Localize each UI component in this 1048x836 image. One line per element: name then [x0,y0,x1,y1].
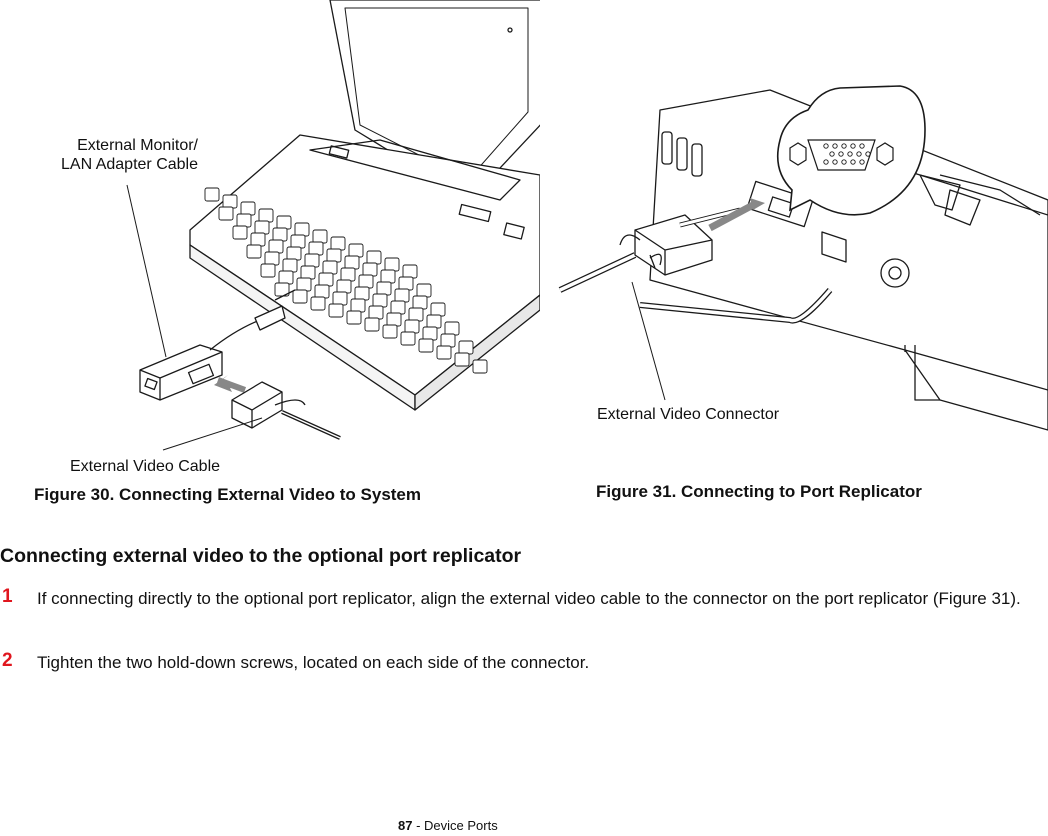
keyboard-key [319,273,333,286]
keyboard-key [391,301,405,314]
keyboard-key [427,315,441,328]
keyboard-key [293,290,307,303]
keyboard-key [313,230,327,243]
callout-monitor-cable-line1: External Monitor/ [77,137,198,154]
keyboard-key [387,313,401,326]
figure-31-caption: Figure 31. Connecting to Port Replicator [596,482,922,501]
keyboard-key [283,259,297,272]
keyboard-key [441,334,455,347]
keyboard-key [261,264,275,277]
keyboard-key [413,296,427,309]
figure-30-caption: Figure 30. Connecting External Video to System [34,485,421,504]
keyboard-key [431,303,445,316]
keyboard-key [377,282,391,295]
callout-monitor-cable [36,136,198,174]
keyboard-key [287,247,301,260]
keyboard-key [399,277,413,290]
keyboard-key [359,275,373,288]
keyboard-key [305,254,319,267]
keyboard-key [327,249,341,262]
section-heading: Connecting external video to the optional port replicator [0,545,522,567]
leader-line-video-cable [163,418,262,450]
figure-31-illustration [540,0,1048,470]
keyboard-key [373,294,387,307]
page-footer [398,818,498,833]
step-item [0,650,1048,680]
keyboard-key [367,251,381,264]
keyboard-key [247,245,261,258]
keyboard-key [237,214,251,227]
keyboard-key [363,263,377,276]
keyboard-key [329,304,343,317]
keyboard-key [255,221,269,234]
leader-line-video-connector [632,282,665,400]
keyboard-key [251,233,265,246]
keyboard-key [295,223,309,236]
keyboard-key [279,271,293,284]
keyboard-key [311,297,325,310]
keyboard-key [409,308,423,321]
step-text: If connecting directly to the optional port replicator, align the external video cable to the connector on the port replicator (Figure 31). [37,589,1021,608]
keyboard-key [369,306,383,319]
callout-monitor-cable-line2: LAN Adapter Cable [61,156,198,173]
leader-line-monitor-cable [127,185,166,357]
keyboard-key [459,341,473,354]
keyboard-key [437,346,451,359]
keyboard-key [233,226,247,239]
keyboard-key [349,244,363,257]
keyboard-key [445,322,459,335]
keyboard-key [301,266,315,279]
keyboard-key [345,256,359,269]
keyboard-key [455,353,469,366]
keyboard-key [259,209,273,222]
keyboard-key [395,289,409,302]
keyboard-key [277,216,291,229]
keyboard-key [347,311,361,324]
keyboard-key [351,299,365,312]
keyboard-key [291,235,305,248]
step-text: Tighten the two hold-down screws, located on each side of the connector. [37,653,590,672]
callout-video-cable: External Video Cable [70,458,221,475]
keyboard-key [337,280,351,293]
keyboard-key [331,237,345,250]
callout-video-connector: External Video Connector [597,406,780,423]
keyboard-key [341,268,355,281]
step-item [0,586,1048,638]
step-number: 1 [2,586,13,607]
keyboard-key [205,188,219,201]
keyboard-key [403,265,417,278]
keyboard-key [419,339,433,352]
keyboard-key [241,202,255,215]
keyboard-key [405,320,419,333]
keyboard-key [273,228,287,241]
keyboard-key [297,278,311,291]
keyboard-key [473,360,487,373]
keyboard-key [315,285,329,298]
footer-section-name: Device Ports [424,818,498,833]
keyboard-key [365,318,379,331]
keyboard-key [385,258,399,271]
keyboard-key [401,332,415,345]
footer-separator: - [412,818,425,833]
page-number: 87 [398,818,413,833]
keyboard-key [265,252,279,265]
keyboard-key [223,195,237,208]
keyboard-key [417,284,431,297]
step-number: 2 [2,650,13,671]
figure-30-illustration [0,0,540,470]
keyboard-key [383,325,397,338]
step-list [0,586,1048,680]
keyboard-key [423,327,437,340]
keyboard-key [219,207,233,220]
keyboard-key [333,292,347,305]
keyboard-key [355,287,369,300]
keyboard-key [381,270,395,283]
keyboard-key [269,240,283,253]
keyboard-key [323,261,337,274]
keyboard-key [309,242,323,255]
